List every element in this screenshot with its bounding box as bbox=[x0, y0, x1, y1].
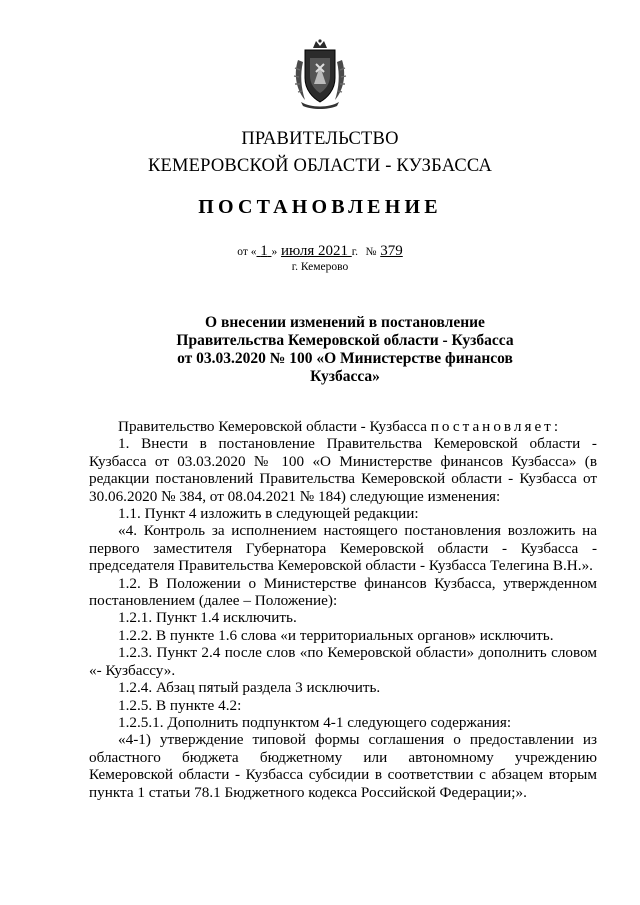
intro-paragraph: Правительство Кемеровской области - Кузбасса постановляет: bbox=[118, 418, 562, 435]
resolution-word: постановляет: bbox=[430, 418, 562, 435]
number-sign: № bbox=[365, 246, 377, 258]
date-month-year: июля 2021 bbox=[280, 243, 348, 259]
body-paragraph: 1.1. Пункт 4 изложить в следующей редакции: bbox=[118, 505, 419, 523]
body-paragraph: 1.2.1. Пункт 1.4 исключить. bbox=[118, 609, 297, 627]
city-name: г. Кемерово bbox=[291, 261, 349, 273]
government-name-line1: ПРАВИТЕЛЬСТВО bbox=[241, 129, 399, 149]
body-paragraph: 1.2.5. В пункте 4.2: bbox=[118, 696, 242, 714]
body-paragraph: 1.2.4. Абзац пятый раздела 3 исключить. bbox=[118, 679, 381, 697]
date-prefix: от « bbox=[237, 246, 257, 258]
body-paragraph: 1.2.5.1. Дополнить подпунктом 4-1 следующего содержания: bbox=[118, 713, 512, 731]
body-paragraph: 1.2.2. В пункте 1.6 слова «и территориальных органов» исключить. bbox=[118, 626, 554, 644]
kuzbass-coat-of-arms-icon bbox=[289, 38, 351, 110]
subject-line: Кузбасса» bbox=[310, 368, 380, 385]
document-subject bbox=[175, 314, 515, 386]
document-type-title: ПОСТАНОВЛЕНИЕ bbox=[198, 196, 442, 218]
document-body bbox=[89, 418, 597, 801]
government-name-line2: КЕМЕРОВСКОЙ ОБЛАСТИ - КУЗБАССА bbox=[147, 156, 493, 176]
body-paragraph: «4-1) утверждение типовой формы соглашения о предоставлении из областного бюджета бюджетному или автономному учреждению Кемеровской области - Кузбасса субсидии в соответствии с абзацем вторым пункта 1 статьи 78.1 Бюджетного кодекса Российской Федерации;». bbox=[89, 731, 597, 801]
date-day: 1 bbox=[260, 243, 268, 259]
date-number-line bbox=[0, 243, 640, 260]
document-number: 379 bbox=[380, 243, 403, 259]
body-paragraph: 1.2.3. Пункт 2.4 после слов «по Кемеровской области» дополнить словом «- Кузбассу». bbox=[89, 644, 597, 679]
date-year-suffix: г. bbox=[351, 246, 359, 258]
body-paragraph: 1. Внести в постановление Правительства Кемеровской области - Кузбасса от 03.03.2020 № 100 «О Министерстве финансов Кузбасса» (в редакции постановлений Правительства Кемеровской области - Кузбасса от 30.06.2020 № 384, от 08.04.2021 № 184) следующие изменения: bbox=[89, 435, 597, 505]
date-middle: » bbox=[271, 246, 278, 258]
body-paragraph: «4. Контроль за исполнением настоящего постановления возложить на первого заместителя Губернатора Кемеровской области - Кузбасса - председателя Правительства Кемеровской области - Кузбасса Телегина В.Н.». bbox=[89, 522, 597, 575]
subject-line: Правительства Кемеровской области - Кузбасса bbox=[176, 332, 514, 349]
subject-line: О внесении изменений в постановление bbox=[205, 314, 485, 331]
subject-line: от 03.03.2020 № 100 «О Министерстве финансов bbox=[177, 350, 513, 367]
body-paragraph: 1.2. В Положении о Министерстве финансов Кузбасса, утвержденном постановлением (далее – Положение): bbox=[89, 574, 597, 610]
